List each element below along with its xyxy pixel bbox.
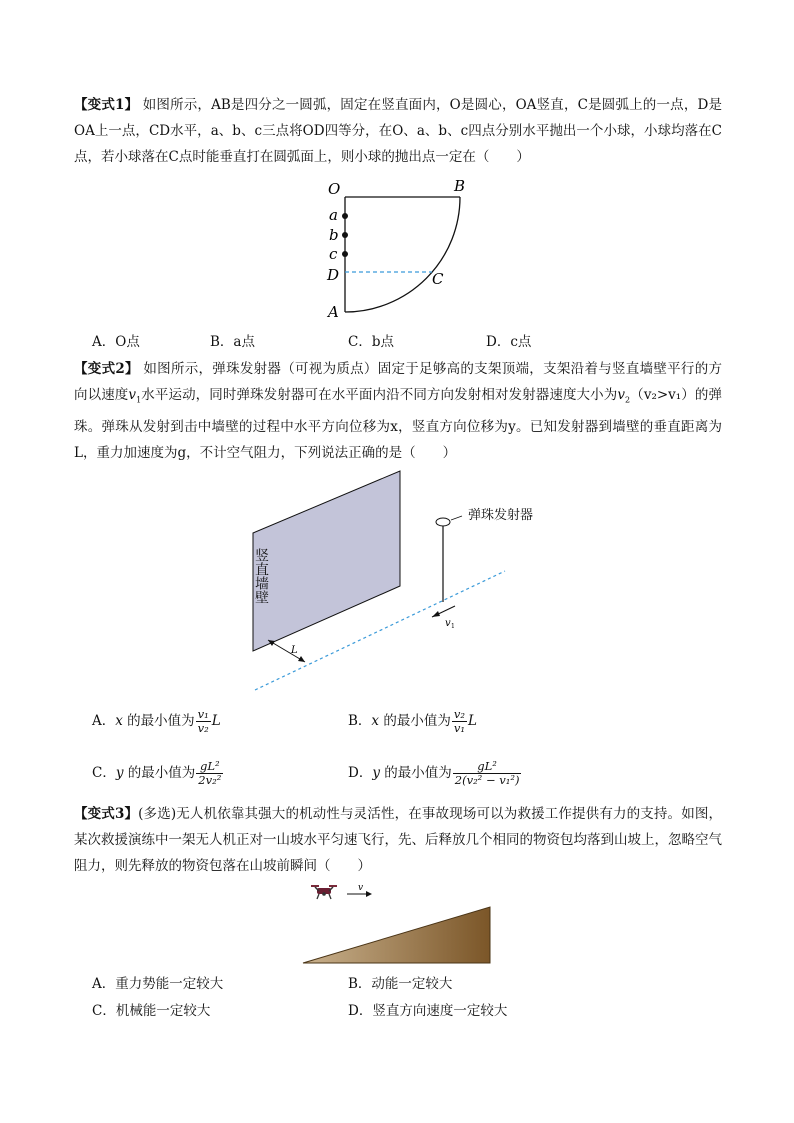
label-a: a [329, 206, 338, 224]
launcher-icon [436, 518, 450, 526]
option-c-fraction [196, 760, 223, 787]
point-b [342, 232, 348, 238]
option-a-var: x [115, 713, 123, 729]
question-3-multi: (多选) [138, 806, 177, 822]
hill-slope [303, 907, 490, 963]
wall-launcher-figure [250, 466, 550, 696]
option-d-denominator: 2(v₂² − v₁²) [454, 773, 520, 787]
option-c-numerator: gL² [196, 760, 223, 774]
question-1-tag: 【变式1】 [74, 97, 139, 113]
question-2-body-3: 的弹珠。弹珠从发射到击中墙壁的过程中水平方向位移为x，竖直方向位移为y。已知发射器到墙壁的垂直距离为L，重力加速度为g，不计空气阻力，下列说法正确的是（ ） [74, 387, 723, 461]
question-2-body-2: 水平运动，同时弹珠发射器可在水平面内沿不同方向发射相对发射器速度大小为 [141, 387, 618, 403]
label-b: b [329, 226, 339, 244]
option-a-text: 的最小值为 [122, 713, 195, 729]
question-2-option-a[interactable] [92, 708, 221, 735]
option-b-denominator: v₁ [453, 721, 465, 735]
question-1-option-b[interactable]: B．a点 [210, 334, 255, 350]
option-a-denominator: v₂ [197, 721, 209, 735]
velocity-arrowhead [432, 611, 440, 617]
drone-icon [311, 886, 337, 899]
option-b-tail: L [467, 713, 477, 729]
option-b-text: 的最小值为 [379, 713, 451, 729]
label-A: A [328, 303, 339, 321]
option-c-denominator: 2v₂² [198, 773, 222, 787]
point-c [342, 251, 348, 257]
v1-subscript: 1 [136, 395, 142, 405]
drone-slope-figure [300, 880, 500, 970]
drone-velocity-arrowhead [366, 891, 372, 897]
vertical-wall [253, 471, 400, 651]
option-b-numerator: v₂ [453, 707, 465, 721]
question-1-option-c[interactable]: C．b点 [348, 334, 394, 350]
v1-symbol: v [128, 387, 137, 403]
question-3-text [74, 801, 722, 879]
question-2-option-d[interactable] [348, 760, 522, 787]
question-2-body-1: 如图所示，弹珠发射器（可视为质点）固定于足够高的支架顶端，支架沿着与竖直墙壁平行的方向以速度 [74, 361, 722, 403]
option-a-prefix: A． [92, 713, 116, 729]
point-a [342, 213, 348, 219]
question-3-body: 无人机依靠其强大的机动性与灵活性，在事故现场可以为救援工作提供有力的支持。如图，某次救援演练中一架无人机正对一山坡水平匀速飞行，先、后释放几个相同的物资包均落到山坡上，忽略空气阻力，则先释放的物资包落在山坡前瞬间（ ） [74, 806, 722, 874]
launcher-label: 弹珠发射器 [468, 508, 534, 523]
question-3-option-a[interactable]: A．重力势能一定较大 [92, 976, 224, 992]
option-d-prefix: D． [348, 765, 373, 781]
option-a-tail: L [211, 713, 221, 729]
option-b-prefix: B． [348, 713, 372, 729]
option-c-text: 的最小值为 [123, 765, 196, 781]
label-O: O [328, 180, 341, 198]
question-1-body: 如图所示，AB是四分之一圆弧，固定在竖直面内，O是圆心，OA竖直，C是圆弧上的一点，D是OA上一点，CD水平，a、b、c三点将OD四等分，在O、a、b、c四点分别水平抛出一个小球，小球均落在C点，若小球落在C点时能垂直打在圆弧面上，则小球的抛出点一定在（ ） [74, 97, 722, 165]
question-3-option-c[interactable]: C．机械能一定较大 [92, 1003, 211, 1019]
v2-subscript: 2 [625, 395, 631, 405]
option-c-var: y [115, 765, 124, 781]
label-c: c [329, 245, 338, 263]
option-a-numerator: v₁ [197, 707, 209, 721]
wall-label: 竖直墙壁 [253, 548, 269, 604]
distance-L-label: L [291, 645, 298, 656]
quarter-arc-figure [320, 174, 480, 324]
question-2-tag: 【变式2】 [74, 361, 139, 377]
launcher-leader [451, 516, 462, 520]
question-2-option-b[interactable] [348, 708, 477, 735]
question-1-option-d[interactable]: D．c点 [486, 334, 532, 350]
question-1-option-a[interactable]: A．O点 [92, 334, 140, 350]
option-b-var: x [371, 713, 380, 729]
question-2-option-c[interactable] [92, 760, 224, 787]
question-2-text [74, 356, 722, 466]
option-d-var: y [372, 765, 380, 781]
option-b-fraction [452, 708, 467, 735]
label-B: B [454, 177, 466, 195]
velocity-label-sub: 1 [451, 623, 455, 630]
label-D: D [327, 266, 340, 284]
question-3-option-d[interactable]: D．竖直方向速度一定较大 [348, 1003, 508, 1019]
option-a-fraction [196, 708, 211, 735]
question-2-condition: （v₂>v₁） [630, 387, 695, 403]
label-C: C [432, 270, 444, 288]
option-d-text: 的最小值为 [379, 765, 452, 781]
question-3-tag: 【变式3】 [74, 806, 139, 822]
drone-velocity-label: v [358, 883, 364, 893]
option-d-fraction [453, 760, 522, 787]
question-3-option-b[interactable]: B．动能一定较大 [348, 976, 453, 992]
question-1-text [74, 92, 722, 170]
option-d-numerator: gL² [453, 760, 522, 774]
velocity-label: v [445, 618, 451, 629]
v2-symbol: v [617, 387, 626, 403]
option-c-prefix: C． [92, 765, 116, 781]
arc-AB [345, 197, 460, 312]
